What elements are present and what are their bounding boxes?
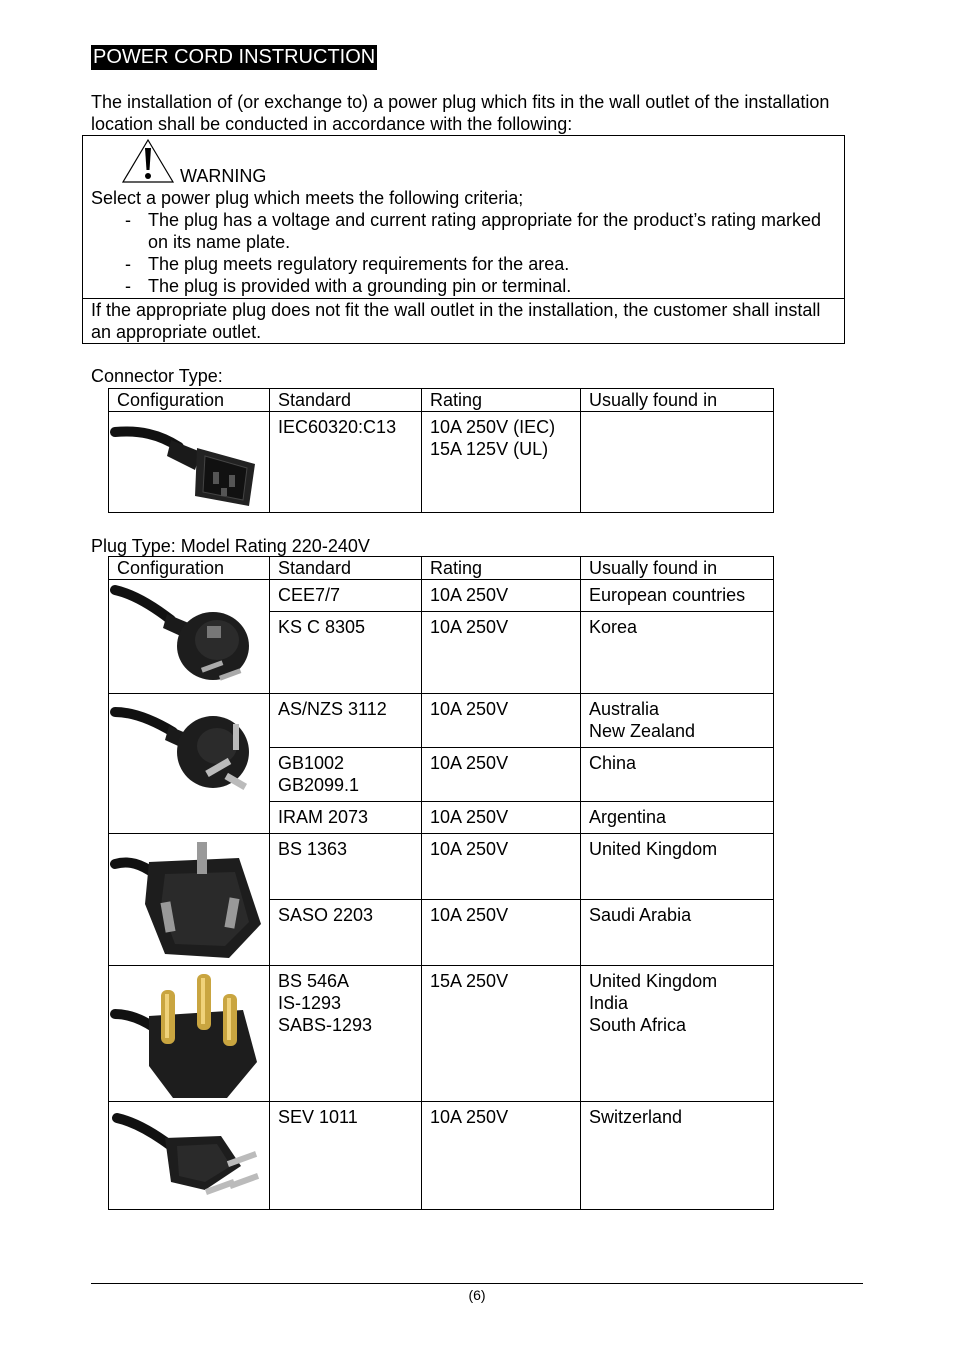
standard-cell: GB1002 GB2099.1: [270, 748, 422, 802]
page-title: POWER CORD INSTRUCTION: [93, 46, 376, 68]
warning-item-text: The plug has a voltage and current rating appropriate for the product’s rating marked on its name plate.: [148, 210, 822, 252]
rating-cell: 15A 250V: [422, 966, 581, 1102]
connector-caption: Connector Type:: [91, 366, 223, 386]
found-in-cell: Switzerland: [581, 1102, 774, 1210]
rating-cell: 10A 250V: [422, 900, 581, 966]
table-header-row: [109, 557, 774, 580]
warning-box: [82, 135, 845, 344]
found-in-cell: [581, 412, 774, 513]
found-in-cell: China: [581, 748, 774, 802]
header-found-in: Usually found in: [581, 557, 774, 580]
configuration-image: [109, 1102, 270, 1210]
iec-c13-connector-image: [109, 412, 269, 512]
warning-title: WARNING: [180, 166, 267, 186]
configuration-image: [109, 694, 270, 834]
configuration-image: [109, 580, 270, 694]
table-row: [109, 966, 774, 1102]
list-dash: -: [125, 254, 131, 274]
header-found-in: Usually found in: [581, 389, 774, 412]
rating-cell: 10A 250V: [422, 748, 581, 802]
plug-table: [108, 556, 774, 1210]
list-dash: -: [125, 276, 131, 296]
plug-caption: Plug Type: Model Rating 220-240V: [91, 536, 370, 556]
header-rating: Rating: [422, 389, 581, 412]
table-row: [109, 834, 774, 900]
page-number: (6): [468, 1287, 486, 1303]
intro-paragraph: The installation of (or exchange to) a power plug which fits in the wall outlet of the installation location shall be conducted in accordance with the following:: [91, 92, 830, 134]
standard-cell: BS 546A IS-1293 SABS-1293: [270, 966, 422, 1102]
found-in-cell: Korea: [581, 612, 774, 694]
warning-lead: Select a power plug which meets the following criteria;: [91, 188, 524, 208]
round-pin-plug-image: [109, 966, 269, 1100]
uk-plug-image: [109, 834, 269, 964]
standard-cell: AS/NZS 3112: [270, 694, 422, 748]
footer-divider: [91, 1283, 863, 1284]
swiss-plug-image: [109, 1102, 269, 1208]
standard-cell: SASO 2203: [270, 900, 422, 966]
table-header-row: [109, 389, 774, 412]
header-standard: Standard: [270, 557, 422, 580]
rating-cell: 10A 250V: [422, 834, 581, 900]
header-rating: Rating: [422, 557, 581, 580]
rating-cell: 10A 250V (IEC) 15A 125V (UL): [422, 412, 581, 513]
rating-cell: 10A 250V: [422, 1102, 581, 1210]
warning-item-text: The plug is provided with a grounding pin or terminal.: [148, 276, 572, 296]
connector-table: [108, 388, 774, 513]
found-in-cell: Argentina: [581, 802, 774, 834]
found-in-cell: United Kingdom India South Africa: [581, 966, 774, 1102]
rating-cell: 10A 250V: [422, 694, 581, 748]
rating-cell: 10A 250V: [422, 802, 581, 834]
header-standard: Standard: [270, 389, 422, 412]
standard-cell: IRAM 2073: [270, 802, 422, 834]
table-row: [109, 580, 774, 612]
rating-cell: 10A 250V: [422, 580, 581, 612]
standard-cell: BS 1363: [270, 834, 422, 900]
warning-footer: If the appropriate plug does not fit the wall outlet in the installation, the customer shall install an appropriate outlet.: [91, 300, 821, 342]
list-dash: -: [125, 210, 131, 230]
header-configuration: Configuration: [109, 389, 270, 412]
warning-triangle-icon: [121, 138, 175, 184]
configuration-image: [109, 966, 270, 1102]
header-configuration: Configuration: [109, 557, 270, 580]
configuration-image: [109, 834, 270, 966]
standard-cell: CEE7/7: [270, 580, 422, 612]
table-row: [109, 412, 774, 513]
australian-plug-image: [109, 694, 269, 832]
configuration-image: [109, 412, 270, 513]
rating-cell: 10A 250V: [422, 612, 581, 694]
found-in-cell: European countries: [581, 580, 774, 612]
standard-cell: KS C 8305: [270, 612, 422, 694]
found-in-cell: United Kingdom: [581, 834, 774, 900]
table-row: [109, 694, 774, 748]
found-in-cell: Saudi Arabia: [581, 900, 774, 966]
standard-cell: IEC60320:C13: [270, 412, 422, 513]
table-row: [109, 1102, 774, 1210]
warning-item-text: The plug meets regulatory requirements for the area.: [148, 254, 570, 274]
standard-cell: SEV 1011: [270, 1102, 422, 1210]
found-in-cell: Australia New Zealand: [581, 694, 774, 748]
schuko-plug-image: [109, 580, 269, 692]
